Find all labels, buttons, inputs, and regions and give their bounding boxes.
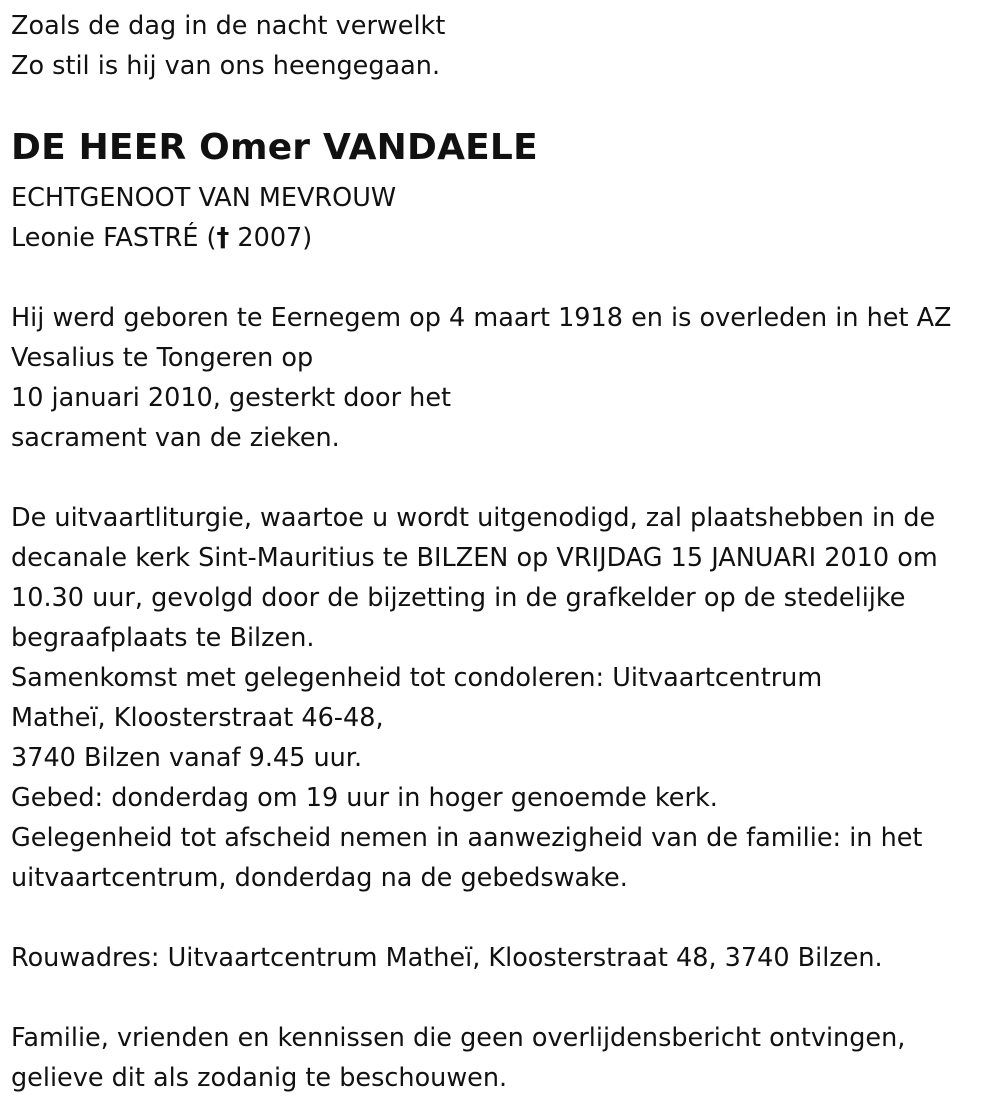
poem-line: Zoals de dag in de nacht verwelkt [11,11,446,41]
funeral-details [11,498,996,898]
biography-line: sacrament van de zieken. [11,423,340,453]
spacer [11,898,996,938]
funeral-line: uitvaartcentrum, donderdag na de gebedswake. [11,863,628,893]
biography-line: Vesalius te Tongeren op [11,343,314,373]
spouse-title: ECHTGENOOT VAN MEVROUW [11,183,397,213]
mourning-address [11,938,996,978]
biography-line: Hij werd geboren te Eernegem op 4 maart 1918 en is overleden in het AZ [11,303,952,333]
spouse-name: Leonie FASTRÉ ( [11,223,217,253]
cross-icon: † [216,223,230,253]
spacer [11,458,996,498]
spouse-death-year: 2007) [229,223,313,253]
biography-line: 10 januari 2010, gesterkt door het [11,383,452,413]
funeral-line: begraafplaats te Bilzen. [11,623,315,653]
spouse-info [11,178,996,258]
funeral-line: Matheï, Kloosterstraat 46-48, [11,703,384,733]
funeral-line: decanale kerk Sint-Mauritius te BILZEN op VRIJDAG 15 JANUARI 2010 om [11,543,938,573]
closing-line: Familie, vrienden en kennissen die geen overlijdensbericht ontvingen, [11,1023,906,1053]
funeral-line: 10.30 uur, gevolgd door de bijzetting in de grafkelder op de stedelijke [11,583,906,613]
closing-note [11,1018,996,1098]
biography [11,298,996,458]
spacer [11,978,996,1018]
funeral-line: 3740 Bilzen vanaf 9.45 uur. [11,743,363,773]
address-line: Rouwadres: Uitvaartcentrum Matheï, Kloosterstraat 48, 3740 Bilzen. [11,943,883,973]
spouse-line [11,218,996,258]
funeral-line: Gebed: donderdag om 19 uur in hoger genoemde kerk. [11,783,718,813]
funeral-line: Gelegenheid tot afscheid nemen in aanwezigheid van de familie: in het [11,823,923,853]
deceased-name: DE HEER Omer VANDAELE [11,127,538,168]
closing-line: gelieve dit als zodanig te beschouwen. [11,1063,508,1093]
poem [11,6,996,86]
death-notice [11,6,996,1098]
funeral-line: Samenkomst met gelegenheid tot condoleren: Uitvaartcentrum [11,663,823,693]
spacer [11,258,996,298]
funeral-line: De uitvaartliturgie, waartoe u wordt uitgenodigd, zal plaatshebben in de [11,503,936,533]
poem-line: Zo stil is hij van ons heengegaan. [11,51,441,81]
